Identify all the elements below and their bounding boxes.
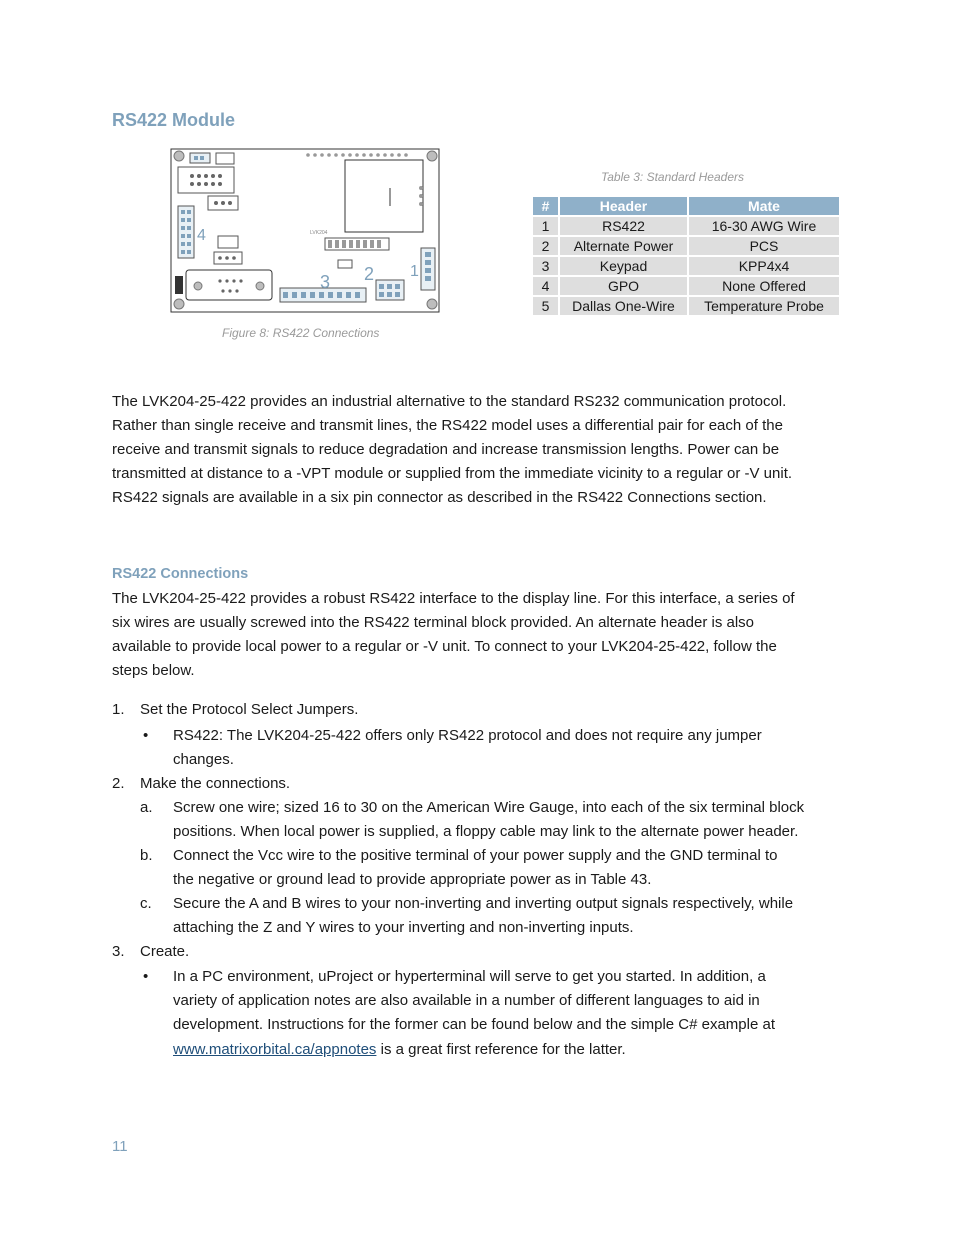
step-2-number: 2. [112, 775, 125, 792]
step-2c-line: Secure the A and B wires to your non-inverting and inverting output signals respectively, while [173, 895, 794, 912]
connections-line: six wires are usually screwed into the RS422 terminal block provided. An alternate header is also [112, 614, 754, 631]
figure-caption: Figure 8: RS422 Connections [222, 326, 380, 340]
cell-num: 4 [533, 277, 558, 295]
cell-num: 1 [533, 217, 558, 235]
board-label-3: 3 [320, 272, 331, 292]
cell-header: Dallas One-Wire [560, 297, 687, 315]
cell-mate: Temperature Probe [689, 297, 839, 315]
step-2-text: Make the connections. [140, 775, 291, 792]
step-3-bullet-line: In a PC environment, uProject or hyperterminal will serve to get you started. In addition, a [173, 968, 766, 985]
after-link-text: is a great first reference for the latter. [376, 1041, 626, 1058]
cell-header: Keypad [560, 257, 687, 275]
connections-title: RS422 Connections [112, 566, 249, 582]
appnotes-link[interactable]: www.matrixorbital.ca/appnotes [173, 1041, 377, 1058]
connections-line: available to provide local power to a regular or -V unit. To connect to your LVK204-25-422, follow the [112, 638, 777, 655]
step-3-number: 3. [112, 943, 125, 960]
cell-header: GPO [560, 277, 687, 295]
cell-header: RS422 [560, 217, 687, 235]
col-header-header: Header [560, 197, 687, 215]
connections-line: The LVK204-25-422 provides a robust RS422 interface to the display line. For this interface, a series of [112, 590, 795, 607]
step-3-bullet-line: development. Instructions for the former can be found below and the simple C# example at [173, 1016, 775, 1033]
intro-line: receive and transmit signals to reduce degradation and increase transmission lengths. Power can be [112, 441, 780, 458]
step-2c-line: attaching the Z and Y wires to your inverting and non-inverting inputs. [173, 919, 634, 936]
table-row [533, 297, 839, 315]
step-1-bullet-line: changes. [173, 751, 234, 768]
table-caption: Table 3: Standard Headers [601, 170, 744, 184]
intro-line: Rather than single receive and transmit lines, the RS422 model uses a differential pair for each of the [112, 417, 783, 434]
col-header-num: # [533, 197, 558, 215]
step-2c-marker: c. [140, 895, 152, 912]
step-2b-line: Connect the Vcc wire to the positive terminal of your power supply and the GND terminal to [173, 847, 778, 864]
cell-num: 5 [533, 297, 558, 315]
step-3-bullet-line: variety of application notes are also available in a number of different languages to aid in [173, 992, 760, 1009]
step-3-text: Create. [140, 943, 190, 960]
step-2a-line: Screw one wire; sized 16 to 30 on the American Wire Gauge, into each of the six terminal block [173, 799, 805, 816]
section-title: RS422 Module [112, 110, 236, 130]
step-2b-line: the negative or ground lead to provide appropriate power as in Table 43. [173, 871, 652, 888]
cell-mate: KPP4x4 [689, 257, 839, 275]
table-row [533, 277, 839, 295]
board-drawing [170, 148, 440, 314]
page-number: 11 [112, 1138, 128, 1155]
board-label-4: 4 [197, 227, 206, 244]
board-figure [170, 148, 440, 314]
table-row [533, 237, 839, 255]
cell-mate: 16-30 AWG Wire [689, 217, 839, 235]
cell-num: 2 [533, 237, 558, 255]
step-2a-marker: a. [140, 799, 153, 816]
cell-header: Alternate Power [560, 237, 687, 255]
board-label-1: 1 [410, 263, 419, 280]
intro-line: RS422 signals are available in a six pin connector as described in the RS422 Connections section. [112, 489, 767, 506]
table-row [533, 257, 839, 275]
intro-paragraph [112, 390, 852, 510]
cell-num: 3 [533, 257, 558, 275]
standard-headers-table [531, 195, 841, 317]
step-2b-marker: b. [140, 847, 153, 864]
board-label-2: 2 [364, 264, 375, 284]
bullet-icon: • [143, 968, 149, 985]
step-1-number: 1. [112, 701, 125, 718]
step-3-bullet-last-line [173, 1038, 626, 1062]
intro-line: transmitted at distance to a -VPT module or supplied from the immediate vicinity to a regular or -V unit. [112, 465, 793, 482]
cell-mate: PCS [689, 237, 839, 255]
step-1-text: Set the Protocol Select Jumpers. [140, 701, 359, 718]
connections-line: steps below. [112, 662, 195, 679]
col-header-mate: Mate [689, 197, 839, 215]
table-row [533, 217, 839, 235]
cell-mate: None Offered [689, 277, 839, 295]
connections-paragraph [112, 587, 852, 683]
step-1-bullet-line: RS422: The LVK204-25-422 offers only RS422 protocol and does not require any jumper [173, 727, 762, 744]
step-2a-line: positions. When local power is supplied, a floppy cable may link to the alternate power header. [173, 823, 799, 840]
svg-text:LVK204: LVK204 [310, 230, 328, 236]
bullet-icon: • [143, 727, 149, 744]
intro-line: The LVK204-25-422 provides an industrial alternative to the standard RS232 communication protocol. [112, 393, 787, 410]
